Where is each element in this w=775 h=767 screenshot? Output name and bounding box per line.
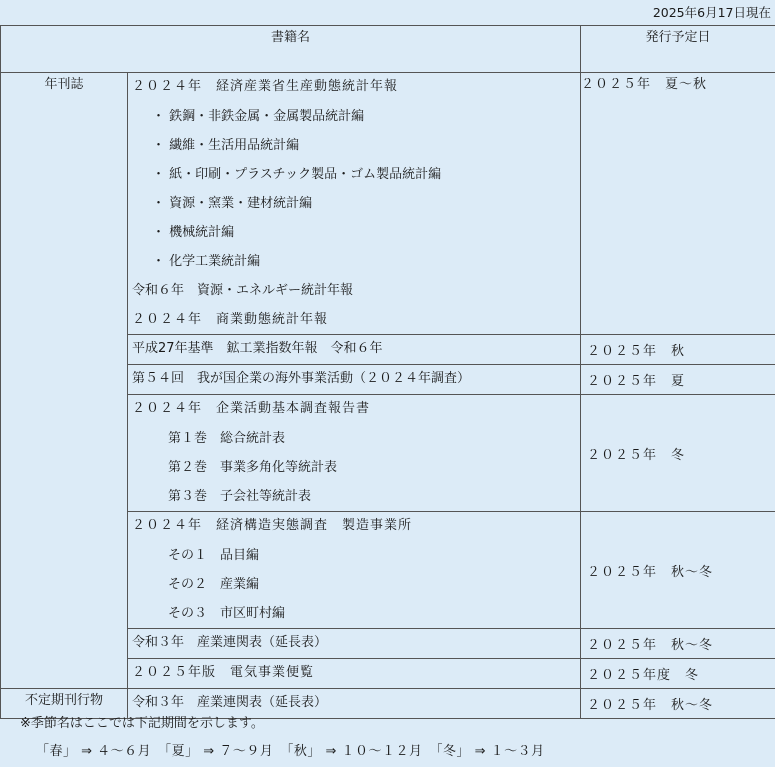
- category-annual: 年刊誌: [1, 73, 128, 689]
- book-sub-item: ・ 鉄鋼・非鉄金属・金属製品統計編: [128, 102, 580, 131]
- release-date: ２０２５年 秋～冬: [581, 512, 775, 629]
- book-sub-item: ・ 資源・窯業・建材統計編: [128, 189, 580, 218]
- category-irregular: 不定期刊行物: [1, 689, 128, 719]
- book-title: 第５４回 我が国企業の海外事業活動（２０２４年調査）: [128, 365, 580, 394]
- book-sub-item: ・ 紙・印刷・プラスチック製品・ゴム製品統計編: [128, 160, 580, 189]
- book-sub-item: 第３巻 子会社等統計表: [128, 482, 580, 511]
- book-sub-item: 第１巻 総合統計表: [128, 424, 580, 453]
- footnotes: [0, 711, 775, 767]
- book-title: ２０２４年 企業活動基本調査報告書: [128, 395, 580, 424]
- book-title: ２０２５年版 電気事業便覧: [128, 659, 580, 688]
- book-sub-item: ・ 化学工業統計編: [128, 247, 580, 276]
- book-title: ２０２４年 経済産業省生産動態統計年報: [128, 73, 580, 102]
- book-title: 令和６年 資源・エネルギー統計年報: [128, 276, 580, 305]
- release-date: ２０２５年 秋: [581, 335, 775, 365]
- book-title: 令和３年 産業連関表（延長表）: [128, 629, 580, 658]
- release-date: ２０２５年 夏: [581, 365, 775, 395]
- book-sub-item: その３ 市区町村編: [128, 599, 580, 628]
- book-title: ２０２４年 商業動態統計年報: [128, 305, 580, 334]
- release-date: ２０２５年 夏～秋: [581, 73, 775, 335]
- book-cell: [128, 395, 581, 512]
- book-cell: [128, 365, 581, 395]
- book-sub-item: その１ 品目編: [128, 541, 580, 570]
- book-cell: [128, 73, 581, 335]
- release-date: ２０２５年度 冬: [581, 659, 775, 689]
- release-date: ２０２５年 秋～冬: [581, 689, 775, 719]
- book-cell: [128, 512, 581, 629]
- book-cell: [128, 335, 581, 365]
- book-sub-item: ・ 繊維・生活用品統計編: [128, 131, 580, 160]
- season-legend: 「春」 ⇒ ４～６月 「夏」 ⇒ ７～９月 「秋」 ⇒ １０～１２月 「冬」 ⇒ １～３月: [0, 739, 775, 767]
- book-title: 平成27年基準 鉱工業指数年報 令和６年: [128, 335, 580, 364]
- book-title: ２０２４年 経済構造実態調査 製造事業所: [128, 512, 580, 541]
- release-date: ２０２５年 秋～冬: [581, 629, 775, 659]
- release-date: ２０２５年 冬: [581, 395, 775, 512]
- book-cell: [128, 629, 581, 659]
- header-date: 発行予定日: [581, 26, 775, 73]
- publication-schedule-table: [0, 25, 775, 719]
- header-title: 書籍名: [1, 26, 581, 73]
- season-note: ※季節名はここでは下記期間を示します。: [0, 711, 775, 739]
- book-sub-item: ・ 機械統計編: [128, 218, 580, 247]
- book-cell: [128, 659, 581, 689]
- as-of-date: 2025年6月17日現在: [653, 3, 771, 21]
- book-sub-item: その２ 産業編: [128, 570, 580, 599]
- book-title: 令和３年 産業連関表（延長表）: [128, 689, 580, 718]
- book-sub-item: 第２巻 事業多角化等統計表: [128, 453, 580, 482]
- table-header-row: [1, 26, 775, 73]
- table-row: [1, 73, 775, 335]
